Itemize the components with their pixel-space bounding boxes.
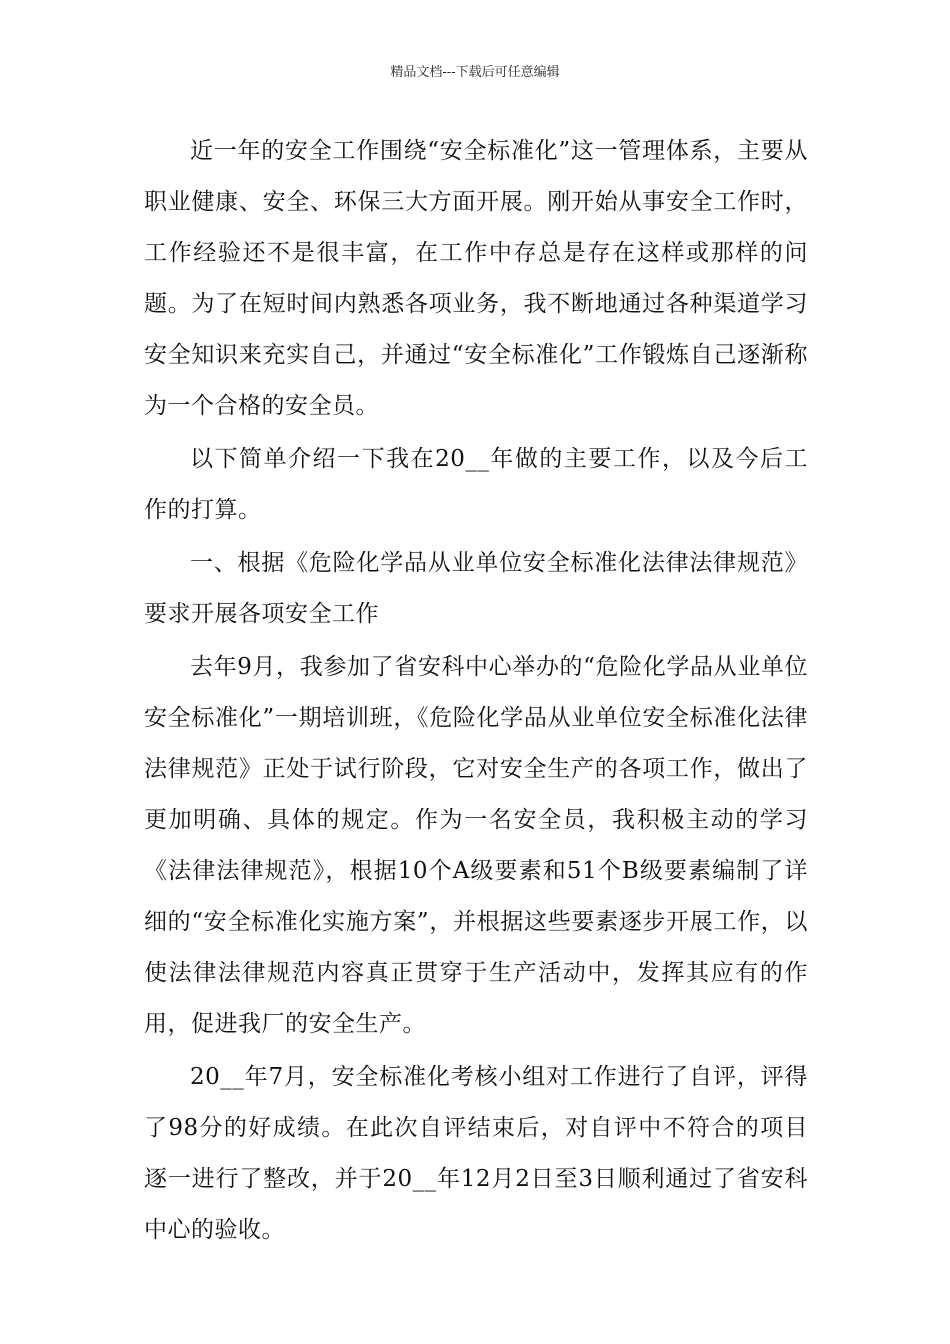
paragraph-evaluation: 20__年7月，安全标准化考核小组对工作进行了自评，评得了98分的好成绩。在此次自评结束后，对自评中不符合的项目逐一进行了整改，并于20__年12月2日至3日顺利通过了省安科中心的验收。	[144, 1064, 808, 1243]
page-header: 精品文档---下载后可任意编辑	[390, 65, 560, 80]
paragraph-intro: 近一年的安全工作围绕“安全标准化”这一管理体系，主要从职业健康、安全、环保三大方面开展。刚开始从事安全工作时，工作经验还不是很丰富，在工作中存总是存在这样或那样的问题。为了在短时间内熟悉各项业务，我不断地通过各种渠道学习安全知识来充实自己，并通过“安全标准化”工作锻炼自己逐渐称为一个合格的安全员。	[144, 138, 808, 419]
section-heading-1: 一、根据《危险化学品从业单位安全标准化法律法律规范》要求开展各项安全工作	[144, 550, 808, 627]
paragraph-overview: 以下简单介绍一下我在20__年做的主要工作，以及今后工作的打算。	[144, 446, 808, 523]
paragraph-training: 去年9月，我参加了省安科中心举办的“危险化学品从业单位安全标准化”一期培训班，《危险化学品从业单位安全标准化法律法律规范》正处于试行阶段，它对安全生产的各项工作，做出了更加明确、具体的规定。作为一名安全员，我积极主动的学习《法律法律规范》，根据10个A级要素和51个B级要素编制了详细的“安全标准化实施方案”，并根据这些要素逐步开展工作，以使法律法律规范内容真正贯穿于生产活动中，发挥其应有的作用，促进我厂的安全生产。	[144, 654, 808, 1037]
document-body	[144, 126, 808, 1258]
